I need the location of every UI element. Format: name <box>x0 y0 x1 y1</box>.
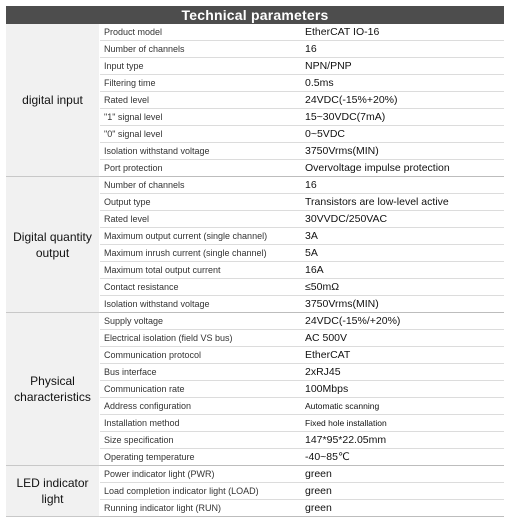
parameter-name: Running indicator light (RUN) <box>100 500 302 517</box>
parameter-value: 100Mbps <box>301 381 504 398</box>
parameter-name: Power indicator light (PWR) <box>100 466 302 483</box>
parameter-value: NPN/PNP <box>301 58 504 75</box>
parameter-value: -40~85℃ <box>301 449 504 466</box>
parameter-name: Maximum output current (single channel) <box>100 228 302 245</box>
parameter-value: 3750Vrms(MIN) <box>301 296 504 313</box>
group-label: Physical characteristics <box>6 313 100 466</box>
page-title: Technical parameters <box>6 6 504 24</box>
parameter-value: Automatic scanning <box>301 398 504 415</box>
parameter-value: 0~5VDC <box>301 126 504 143</box>
group-label: digital input <box>6 24 100 177</box>
parameter-name: Isolation withstand voltage <box>100 296 302 313</box>
parameter-name: "1" signal level <box>100 109 302 126</box>
parameter-value: EtherCAT IO-16 <box>301 24 504 41</box>
parameter-name: Product model <box>100 24 302 41</box>
parameter-value: green <box>301 500 504 517</box>
group-label: LED indicator light <box>6 466 100 517</box>
table-row <box>6 313 504 330</box>
parameter-name: "0" signal level <box>100 126 302 143</box>
parameter-name: Contact resistance <box>100 279 302 296</box>
parameter-value: Fixed hole installation <box>301 415 504 432</box>
parameter-name: Load completion indicator light (LOAD) <box>100 483 302 500</box>
parameters-table-body <box>6 24 504 517</box>
parameter-value: 147*95*22.05mm <box>301 432 504 449</box>
parameter-name: Size specification <box>100 432 302 449</box>
parameter-value: 24VDC(-15%+20%) <box>301 92 504 109</box>
parameter-value: Overvoltage impulse protection <box>301 160 504 177</box>
parameter-name: Installation method <box>100 415 302 432</box>
parameter-name: Communication rate <box>100 381 302 398</box>
parameter-value: 16 <box>301 177 504 194</box>
parameter-name: Number of channels <box>100 177 302 194</box>
parameter-value: 24VDC(-15%/+20%) <box>301 313 504 330</box>
parameter-value: 5A <box>301 245 504 262</box>
parameter-value: 3750Vrms(MIN) <box>301 143 504 160</box>
table-row <box>6 466 504 483</box>
parameter-name: Rated level <box>100 92 302 109</box>
parameter-value: ≤50mΩ <box>301 279 504 296</box>
parameter-name: Rated level <box>100 211 302 228</box>
table-row <box>6 24 504 41</box>
parameter-value: 3A <box>301 228 504 245</box>
parameter-value: 0.5ms <box>301 75 504 92</box>
parameter-name: Bus interface <box>100 364 302 381</box>
parameter-value: 30VVDC/250VAC <box>301 211 504 228</box>
group-label: Digital quantity output <box>6 177 100 313</box>
parameter-name: Output type <box>100 194 302 211</box>
parameter-value: EtherCAT <box>301 347 504 364</box>
table-row <box>6 177 504 194</box>
technical-parameters-sheet <box>6 6 504 517</box>
parameter-name: Input type <box>100 58 302 75</box>
parameter-name: Operating temperature <box>100 449 302 466</box>
parameter-name: Maximum total output current <box>100 262 302 279</box>
parameter-value: 16 <box>301 41 504 58</box>
parameter-value: 16A <box>301 262 504 279</box>
parameter-value: 15~30VDC(7mA) <box>301 109 504 126</box>
parameter-name: Address configuration <box>100 398 302 415</box>
parameter-value: 2xRJ45 <box>301 364 504 381</box>
parameter-value: green <box>301 466 504 483</box>
parameter-name: Filtering time <box>100 75 302 92</box>
parameter-name: Communication protocol <box>100 347 302 364</box>
parameter-name: Isolation withstand voltage <box>100 143 302 160</box>
parameter-name: Port protection <box>100 160 302 177</box>
parameter-name: Maximum inrush current (single channel) <box>100 245 302 262</box>
parameter-name: Supply voltage <box>100 313 302 330</box>
parameter-value: green <box>301 483 504 500</box>
parameter-name: Number of channels <box>100 41 302 58</box>
parameter-name: Electrical isolation (field VS bus) <box>100 330 302 347</box>
parameter-value: AC 500V <box>301 330 504 347</box>
parameters-table <box>6 24 504 517</box>
parameter-value: Transistors are low-level active <box>301 194 504 211</box>
